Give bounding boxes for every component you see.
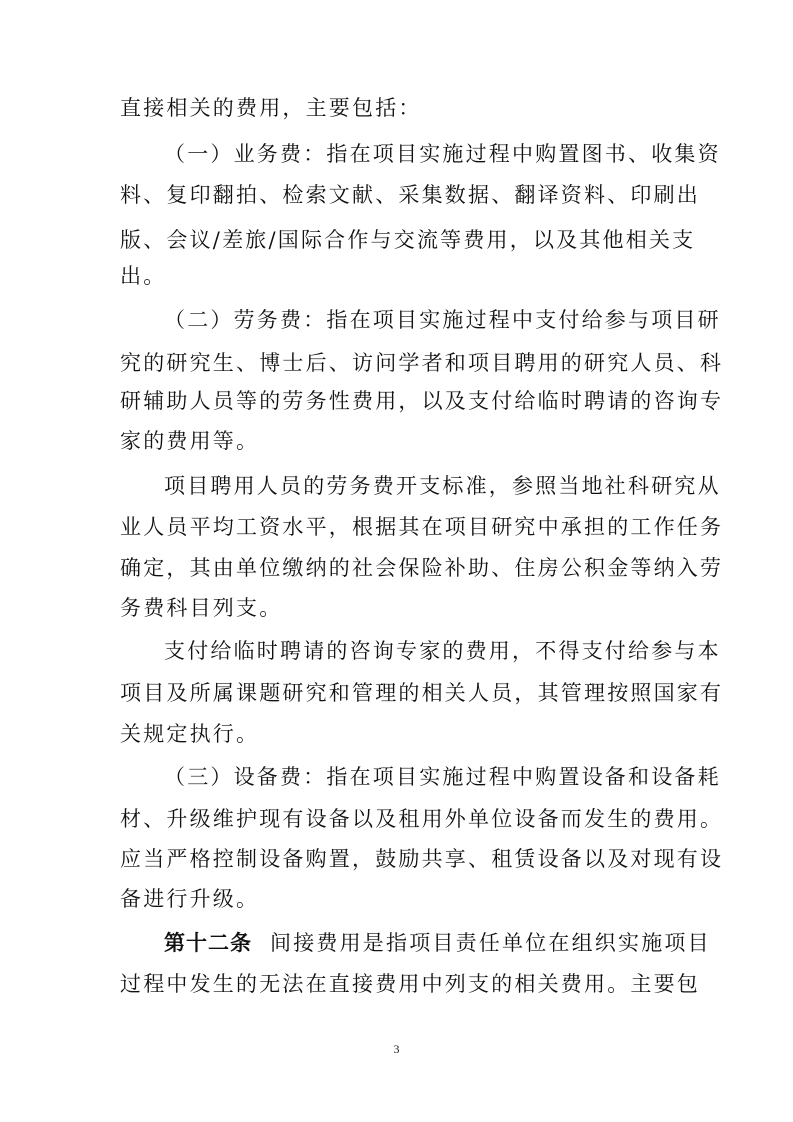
article-text: 间接费用是指项目责任单位在组织实施项目 [270, 931, 711, 955]
article-label: 第十二条 [164, 931, 252, 955]
text-line: 究的研究生、博士后、访问学者和项目聘用的研究人员、科 [120, 351, 724, 375]
text-line: （三）设备费：指在项目实施过程中购置设备和设备耗 [164, 765, 721, 789]
text-line: 业人员平均工资水平，根据其在项目研究中承担的工作任务 [120, 515, 724, 539]
text-line: 料、复印翻拍、检索文献、采集数据、翻译资料、印刷出 [120, 183, 700, 207]
text-line: （二）劳务费：指在项目实施过程中支付给参与项目研 [164, 308, 721, 332]
text-line: （一）业务费：指在项目实施过程中购置图书、收集资 [164, 142, 721, 166]
text-line: 项目及所属课题研究和管理的相关人员，其管理按照国家有 [120, 681, 724, 705]
text-line: 家的费用等。 [120, 429, 260, 453]
page-number: 3 [393, 1042, 400, 1056]
text-line: 支付给临时聘请的咨询专家的费用，不得支付给参与本 [164, 639, 721, 663]
text-line: 备进行升级。 [120, 887, 260, 911]
text-line: 应当严格控制设备购置，鼓励共享、租赁设备以及对现有设 [120, 847, 724, 871]
text-line: 关规定执行。 [120, 722, 260, 746]
text-line: 直接相关的费用，主要包括： [120, 96, 422, 120]
text-line: 项目聘用人员的劳务费开支标准，参照当地社科研究从 [164, 474, 721, 498]
text-line: 材、升级维护现有设备以及租用外单位设备而发生的费用。 [120, 807, 724, 831]
text-line: 确定，其由单位缴纳的社会保险补助、住房公积金等纳入劳 [120, 556, 724, 580]
text-line: 出。 [120, 264, 167, 288]
text-line: 版、会议/差旅/国际合作与交流等费用，以及其他相关支 [120, 228, 696, 252]
article-line [164, 930, 711, 956]
text-line: 务费科目列支。 [120, 596, 283, 620]
text-line: 过程中发生的无法在直接费用中列支的相关费用。主要包 [120, 972, 700, 996]
text-line: 研辅助人员等的劳务性费用，以及支付给临时聘请的咨询专 [120, 389, 724, 413]
